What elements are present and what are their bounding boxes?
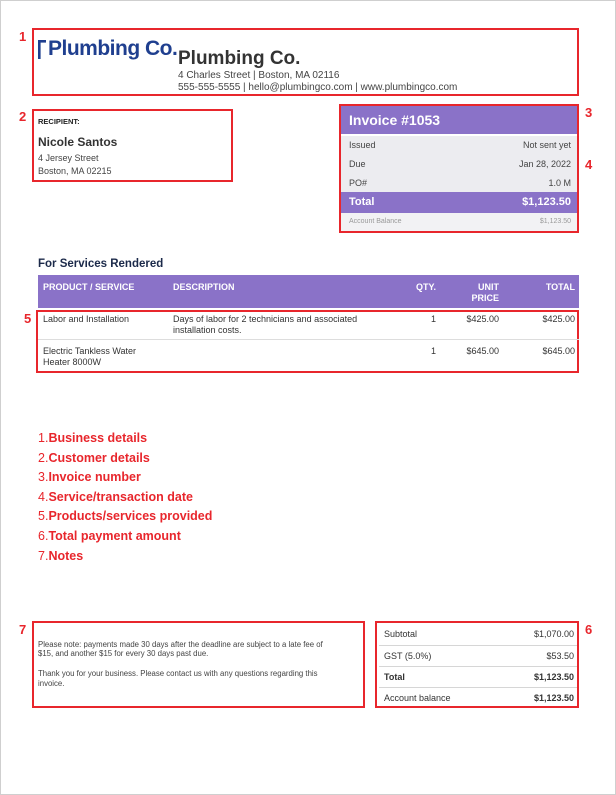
row-total: $425.00 [542,314,575,324]
invoice-issued-row [341,136,577,155]
legend-item [38,529,212,549]
company-logo [38,37,178,61]
legend-number: 2. [38,450,49,465]
legend-number: 4. [38,489,49,504]
legend-item [38,490,212,510]
invoice-balance-label: Account Balance [349,218,402,225]
account-balance-row [379,688,577,709]
totals-label: Subtotal [384,629,418,639]
logo-text: Plumbing Co. [48,37,178,60]
marker-5: 5 [24,311,32,326]
legend-item [38,470,212,490]
invoice-title: Invoice #1053 [349,112,441,128]
marker-1: 1 [19,29,27,44]
legend-text: Business details [48,431,148,445]
legend-text: Service/transaction date [48,489,193,504]
invoice-row-label: PO# [349,178,368,188]
invoice-total-value: $1,123.50 [522,196,571,208]
invoice-row-label: Issued [349,140,376,150]
subtotal-row [379,624,577,645]
legend-number: 1. [38,431,49,445]
notes-late-fee-line2: $15, and another $15 for every 30 days past due. [38,649,209,658]
col-product: PRODUCT / SERVICE [43,282,135,292]
row-product-line1: Electric Tankless Water [43,346,137,356]
row-divider [38,339,579,340]
gst-row [379,646,577,667]
invoice-total-row [341,192,577,213]
col-total: TOTAL [545,282,575,292]
invoice-balance-value: $1,123.50 [539,218,571,225]
totals-value: $1,123.50 [533,693,574,703]
col-description: DESCRIPTION [173,282,235,292]
invoice-row-label: Due [349,159,366,169]
business-name: Plumbing Co. [178,48,301,69]
notes-thanks-line1: Thank you for your business. Please contact us with any questions regarding this [38,669,318,678]
business-contact: 555-555-5555 | hello@plumbingco.com | www.plumbingco.com [178,82,458,93]
legend-item [38,431,212,451]
totals-label: Total [384,672,405,682]
legend-item [38,549,212,569]
recipient-label: RECIPIENT: [38,117,80,126]
notes-highlight [32,621,365,708]
col-qty: QTY. [415,282,436,292]
totals-value: $53.50 [546,651,574,661]
totals-value: $1,123.50 [533,672,574,682]
totals-label: Account balance [384,693,451,703]
recipient-city: Boston, MA 02215 [38,166,112,176]
row-description-line1: Days of labor for 2 technicians and associated [173,314,358,324]
marker-4: 4 [585,157,593,172]
legend-number: 7. [38,548,49,563]
marker-3: 3 [585,105,593,120]
row-description-line2: installation costs. [173,325,242,335]
legend-text: Customer details [48,450,150,465]
invoice-total-label: Total [349,196,375,208]
notes-late-fee-line1: Please note: payments made 30 days after the deadline are subject to a late fee of [38,640,323,649]
legend-item [38,451,212,471]
total-row [379,667,577,688]
row-unit-price: $425.00 [466,314,499,324]
legend-number: 5. [38,509,49,524]
row-product-line2: Heater 8000W [43,357,102,367]
invoice-po-row [341,174,577,193]
row-qty: 1 [430,346,436,356]
legend-item [38,509,212,529]
legend-number: 3. [38,470,49,485]
services-table-header [38,275,579,308]
marker-7: 7 [19,622,27,637]
invoice-row-value: 1.0 M [548,178,571,188]
table-row [38,314,579,340]
col-unit-price-line2: PRICE [471,293,499,303]
recipient-name: Nicole Santos [38,135,118,149]
totals-value: $1,070.00 [533,629,574,639]
services-title: For Services Rendered [38,258,164,270]
legend-number: 6. [38,528,49,543]
legend-text: Products/services provided [48,509,213,524]
marker-2: 2 [19,109,27,124]
notes-thanks-line2: invoice. [38,679,65,688]
invoice-row-value: Not sent yet [522,140,571,150]
invoice-balance-row [341,213,577,231]
legend-list [38,431,212,568]
legend-text: Total payment amount [48,528,181,543]
invoice-due-row [341,155,577,174]
row-total: $645.00 [542,346,575,356]
marker-6: 6 [585,622,593,637]
table-row [38,346,579,370]
business-address: 4 Charles Street | Boston, MA 02116 [178,70,340,81]
logo-mark-icon [38,38,48,60]
legend-text: Invoice number [48,470,141,485]
row-product: Labor and Installation [43,314,130,324]
invoice-header [341,106,577,134]
recipient-street: 4 Jersey Street [38,153,99,163]
totals-label: GST (5.0%) [384,651,432,661]
invoice-row-value: Jan 28, 2022 [518,159,571,169]
legend-text: Notes [48,548,84,563]
col-unit-price-line1: UNIT [478,282,499,292]
row-qty: 1 [430,314,436,324]
row-unit-price: $645.00 [466,346,499,356]
